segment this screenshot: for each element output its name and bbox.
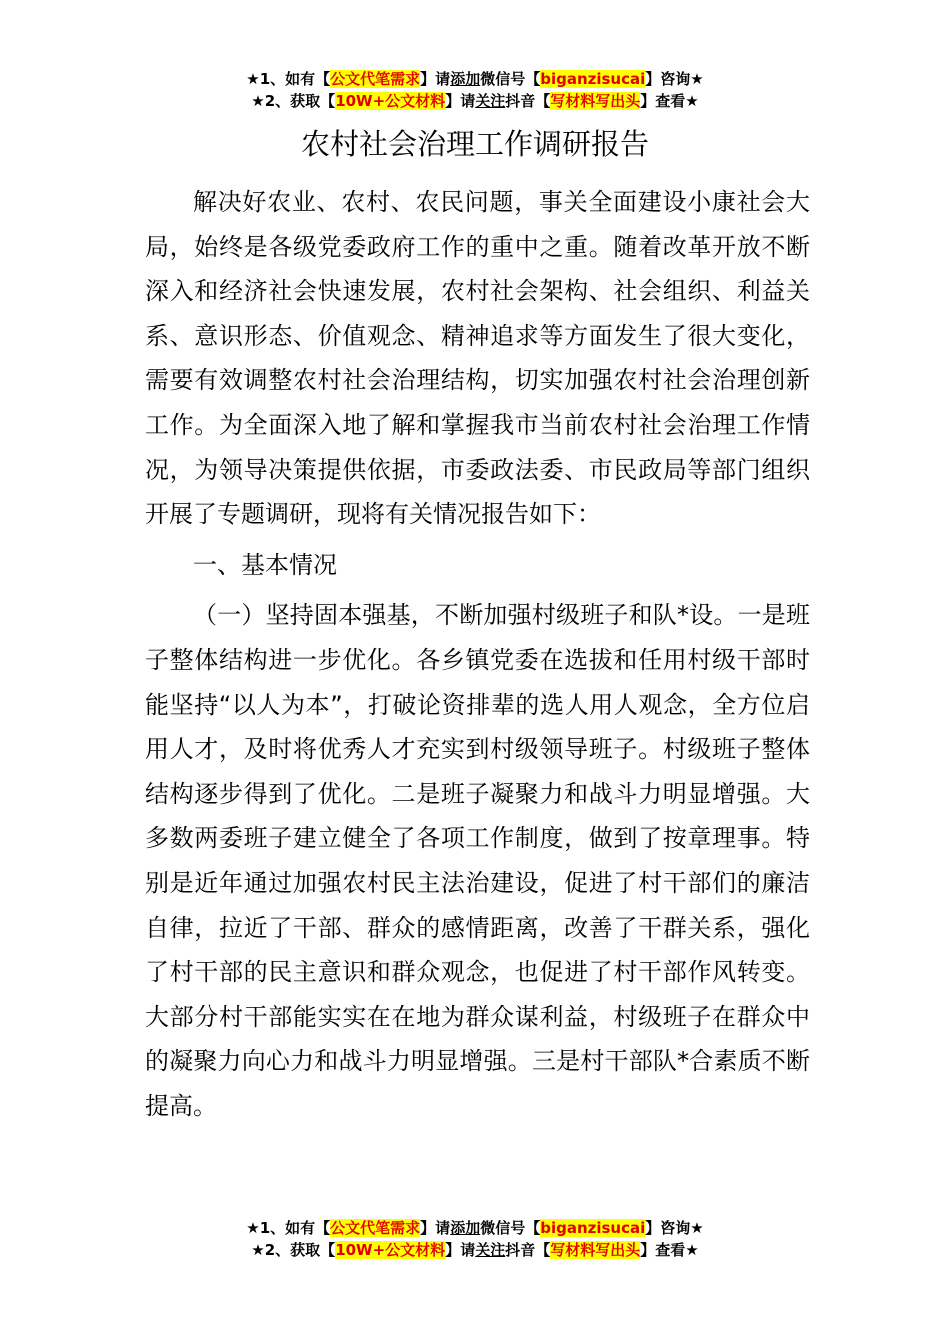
banner-underline: 关注: [475, 1241, 506, 1259]
paragraph-section-1: （一）坚持固本强基，不断加强村级班子和队*设。一是班子整体结构进一步优化。各乡镇党委在选拔和任用村级干部时能坚持“以人为本”，打破论资排辈的选人用人观念，全方位启用人才，及时将优秀人才充实到村级领导班子。村级班子整体结构逐步得到了优化。二是班子凝聚力和战斗力明显增强。大多数两委班子建立健全了各项工作制度，做到了按章理事。特别是近年通过加强农村民主法治建设，促进了村干部们的廉洁自律，拉近了干部、群众的感情距离，改善了干群关系，强化了村干部的民主意识和群众观念，也促进了村干部作风转变。大部分村干部能实实在在地为群众谋利益，村级班子在群众中的凝聚力向心力和战斗力明显增强。三是村干部队*合素质不断提高。: [145, 601, 810, 1120]
banner-text: ★1、如有【: [246, 1219, 331, 1237]
banner-underline: 关注: [475, 92, 506, 110]
banner-text: ★1、如有【: [246, 70, 331, 88]
banner-text: 】请: [445, 92, 476, 110]
banner-text: ★2、获取【: [251, 92, 336, 110]
banner-text: 】咨询★: [645, 70, 704, 88]
banner-line-1: [0, 68, 950, 90]
document-body: [145, 180, 810, 1128]
banner-text: 】查看★: [640, 1241, 699, 1259]
banner-line-2: [0, 1239, 950, 1261]
banner-text: 】请: [420, 70, 451, 88]
paragraph-intro: 解决好农业、农村、农民问题，事关全面建设小康社会大局，始终是各级党委政府工作的重中之重。随着改革开放不断深入和经济社会快速发展，农村社会架构、社会组织、利益关系、意识形态、价值观念、精神追求等方面发生了很大变化，需要有效调整农村社会治理结构，切实加强农村社会治理创新工作。为全面深入地了解和掌握我市当前农村社会治理工作情况，为领导决策提供依据，市委政法委、市民政局等部门组织开展了专题调研，现将有关情况报告如下：: [145, 188, 810, 529]
banner-text: 】请: [445, 1241, 476, 1259]
banner-text: 抖音【: [505, 1241, 551, 1259]
banner-highlight: 10W+公文材料: [335, 1241, 446, 1259]
banner-text: ★2、获取【: [251, 1241, 336, 1259]
banner-text: 】查看★: [640, 92, 699, 110]
document-title: 农村社会治理工作调研报告: [300, 127, 649, 161]
banner-highlight: 写材料写出头: [550, 1241, 641, 1259]
banner-highlight: biganzisucai: [540, 70, 646, 88]
section-heading: 一、基本情况: [193, 550, 337, 579]
header-banner: [0, 68, 950, 112]
banner-underline: 添加: [450, 70, 481, 88]
banner-highlight: biganzisucai: [540, 1219, 646, 1237]
banner-highlight: 公文代笔需求: [330, 70, 421, 88]
banner-underline: 添加: [450, 1219, 481, 1237]
banner-text: 微信号【: [480, 70, 541, 88]
banner-line-2: [0, 90, 950, 112]
banner-line-1: [0, 1217, 950, 1239]
banner-text: 】咨询★: [645, 1219, 704, 1237]
footer-banner: [0, 1217, 950, 1261]
banner-text: 微信号【: [480, 1219, 541, 1237]
banner-text: 抖音【: [505, 92, 551, 110]
banner-highlight: 写材料写出头: [550, 92, 641, 110]
banner-highlight: 公文代笔需求: [330, 1219, 421, 1237]
banner-text: 】请: [420, 1219, 451, 1237]
banner-highlight: 10W+公文材料: [335, 92, 446, 110]
